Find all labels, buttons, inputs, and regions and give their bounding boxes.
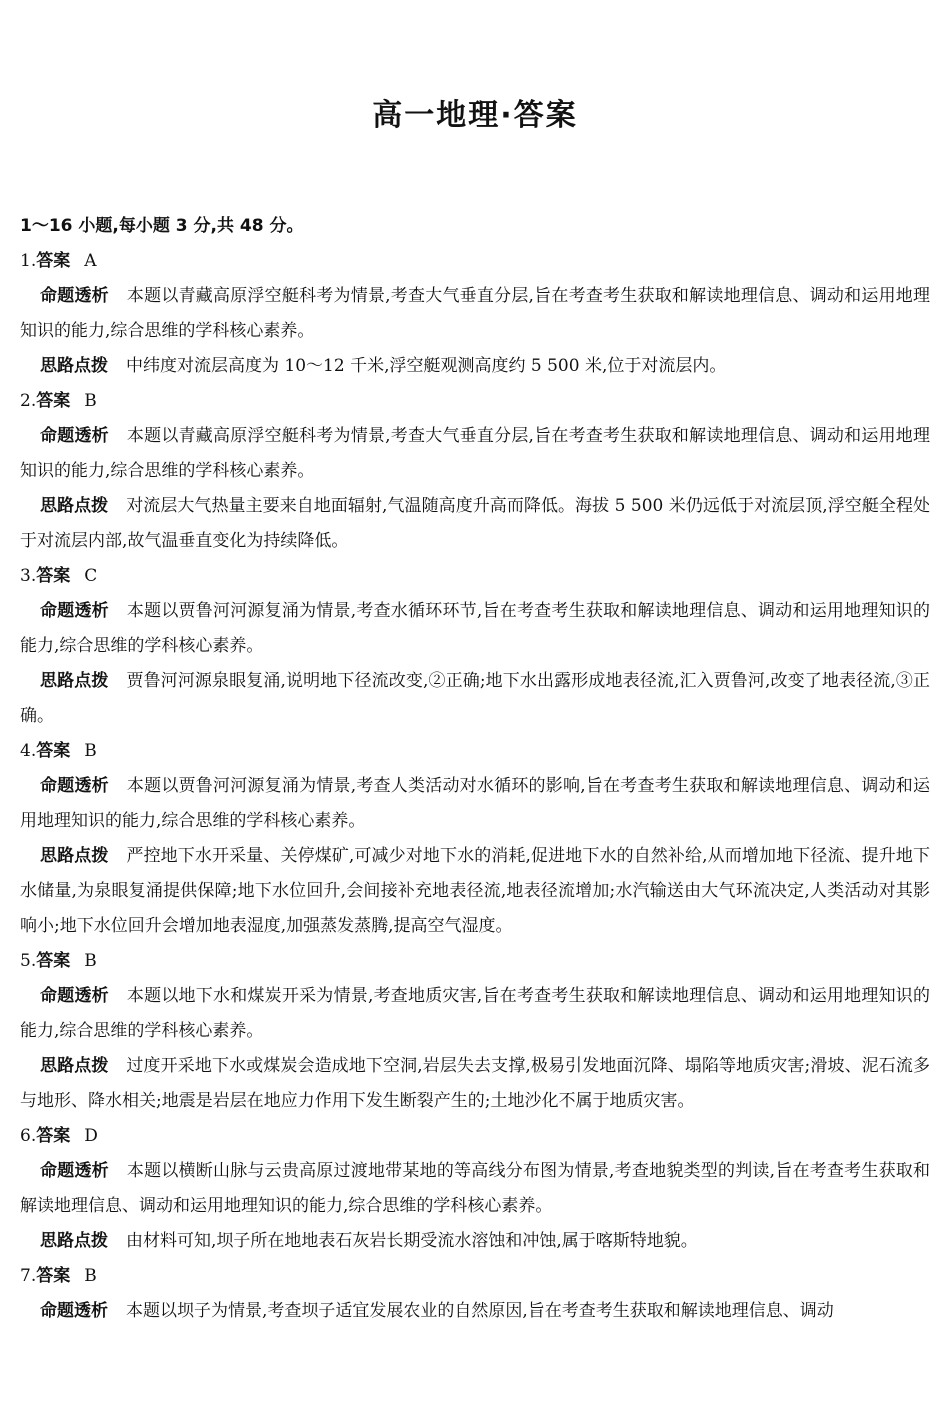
question-header <box>20 384 930 419</box>
analysis-text: 本题以青藏高原浮空艇科考为情景,考查大气垂直分层,旨在考查考生获取和解读地理信息、调动和运用地理知识的能力,综合思维的学科核心素养。 <box>20 286 931 341</box>
question-block <box>20 734 930 944</box>
approach-paragraph <box>20 1049 930 1119</box>
answer-choice: C <box>84 566 98 586</box>
question-number: 3. <box>20 566 37 586</box>
approach-paragraph <box>20 1224 930 1259</box>
analysis-label: 命题透析 <box>40 1301 108 1321</box>
approach-label: 思路点拨 <box>40 671 109 691</box>
question-header <box>20 734 930 769</box>
answer-choice: B <box>84 741 97 761</box>
question-block <box>20 944 930 1119</box>
analysis-label: 命题透析 <box>40 776 109 796</box>
approach-paragraph <box>20 489 930 559</box>
approach-paragraph <box>20 349 930 384</box>
analysis-label: 命题透析 <box>40 601 109 621</box>
answer-content <box>20 209 930 1329</box>
question-header <box>20 1259 930 1294</box>
question-block <box>20 384 930 559</box>
question-header <box>20 944 930 979</box>
analysis-text: 本题以地下水和煤炭开采为情景,考查地质灾害,旨在考查考生获取和解读地理信息、调动和运用地理知识的能力,综合思维的学科核心素养。 <box>20 986 931 1041</box>
analysis-paragraph <box>20 279 930 349</box>
approach-paragraph <box>20 839 930 944</box>
analysis-paragraph <box>20 769 930 839</box>
question-block <box>20 244 930 384</box>
approach-text: 贾鲁河河源泉眼复涌,说明地下径流改变,②正确;地下水出露形成地表径流,汇入贾鲁河,改变了地表径流,③正确。 <box>20 671 931 726</box>
analysis-paragraph <box>20 419 930 489</box>
approach-text: 严控地下水开采量、关停煤矿,可减少对地下水的消耗,促进地下水的自然补给,从而增加地下径流、提升地下水储量,为泉眼复涌提供保障;地下水位回升,会间接补充地表径流,地表径流增加;水汽输送由大气环流决定,人类活动对其影响小;地下水位回升会增加地表湿度,加强蒸发蒸腾,提高空气湿度。 <box>20 846 930 936</box>
approach-label: 思路点拨 <box>40 1056 109 1076</box>
question-number: 6. <box>20 1126 37 1146</box>
analysis-text: 本题以贾鲁河河源复涌为情景,考查水循环环节,旨在考查考生获取和解读地理信息、调动和运用地理知识的能力,综合思维的学科核心素养。 <box>20 601 931 656</box>
approach-text: 由材料可知,坝子所在地地表石灰岩长期受流水溶蚀和冲蚀,属于喀斯特地貌。 <box>126 1231 698 1251</box>
analysis-label: 命题透析 <box>40 986 109 1006</box>
question-header <box>20 559 930 594</box>
question-number: 2. <box>20 391 37 411</box>
answer-label: 答案 <box>36 566 71 586</box>
answer-label: 答案 <box>36 1266 71 1286</box>
question-block <box>20 1119 930 1259</box>
intro-line: 1～16 小题,每小题 3 分,共 48 分。 <box>20 216 304 236</box>
approach-text: 对流层大气热量主要来自地面辐射,气温随高度升高而降低。海拔 5 500 米仍远低于对流层顶,浮空艇全程处于对流层内部,故气温垂直变化为持续降低。 <box>20 496 931 551</box>
analysis-text: 本题以青藏高原浮空艇科考为情景,考查大气垂直分层,旨在考查考生获取和解读地理信息、调动和运用地理知识的能力,综合思维的学科核心素养。 <box>20 426 931 481</box>
answer-label: 答案 <box>36 391 71 411</box>
analysis-text: 本题以横断山脉与云贵高原过渡地带某地的等高线分布图为情景,考查地貌类型的判读,旨在考查考生获取和解读地理信息、调动和运用地理知识的能力,综合思维的学科核心素养。 <box>20 1161 931 1216</box>
analysis-paragraph <box>20 979 930 1049</box>
question-block <box>20 559 930 734</box>
approach-label: 思路点拨 <box>40 846 109 866</box>
analysis-label: 命题透析 <box>40 286 109 306</box>
answer-choice: B <box>84 951 97 971</box>
question-number: 1. <box>20 251 37 271</box>
answer-choice: B <box>84 391 97 411</box>
question-block <box>20 1259 930 1329</box>
analysis-text: 本题以贾鲁河河源复涌为情景,考查人类活动对水循环的影响,旨在考查考生获取和解读地理信息、调动和运用地理知识的能力,综合思维的学科核心素养。 <box>20 776 931 831</box>
answer-label: 答案 <box>36 741 71 761</box>
question-number: 4. <box>20 741 37 761</box>
question-number: 7. <box>20 1266 37 1286</box>
approach-text: 中纬度对流层高度为 10～12 千米,浮空艇观测高度约 5 500 米,位于对流层内。 <box>126 356 727 376</box>
question-header <box>20 1119 930 1154</box>
question-header <box>20 244 930 279</box>
approach-label: 思路点拨 <box>40 1231 108 1251</box>
analysis-paragraph <box>20 594 930 664</box>
question-number: 5. <box>20 951 37 971</box>
analysis-text: 本题以坝子为情景,考查坝子适宜发展农业的自然原因,旨在考查考生获取和解读地理信息、调动 <box>126 1301 834 1321</box>
analysis-paragraph <box>20 1294 930 1329</box>
approach-paragraph <box>20 664 930 734</box>
answer-choice: B <box>84 1266 97 1286</box>
answer-label: 答案 <box>36 251 71 271</box>
analysis-label: 命题透析 <box>40 1161 109 1181</box>
approach-text: 过度开采地下水或煤炭会造成地下空洞,岩层失去支撑,极易引发地面沉降、塌陷等地质灾害;滑坡、泥石流多与地形、降水相关;地震是岩层在地应力作用下发生断裂产生的;土地沙化不属于地质灾害。 <box>20 1056 930 1111</box>
answer-choice: A <box>84 251 97 271</box>
analysis-label: 命题透析 <box>40 426 109 446</box>
answer-choice: D <box>84 1126 98 1146</box>
answer-label: 答案 <box>36 1126 71 1146</box>
page-title: 高一地理·答案 <box>372 98 578 133</box>
analysis-paragraph <box>20 1154 930 1224</box>
approach-label: 思路点拨 <box>40 496 109 516</box>
answer-label: 答案 <box>36 951 71 971</box>
approach-label: 思路点拨 <box>40 356 108 376</box>
